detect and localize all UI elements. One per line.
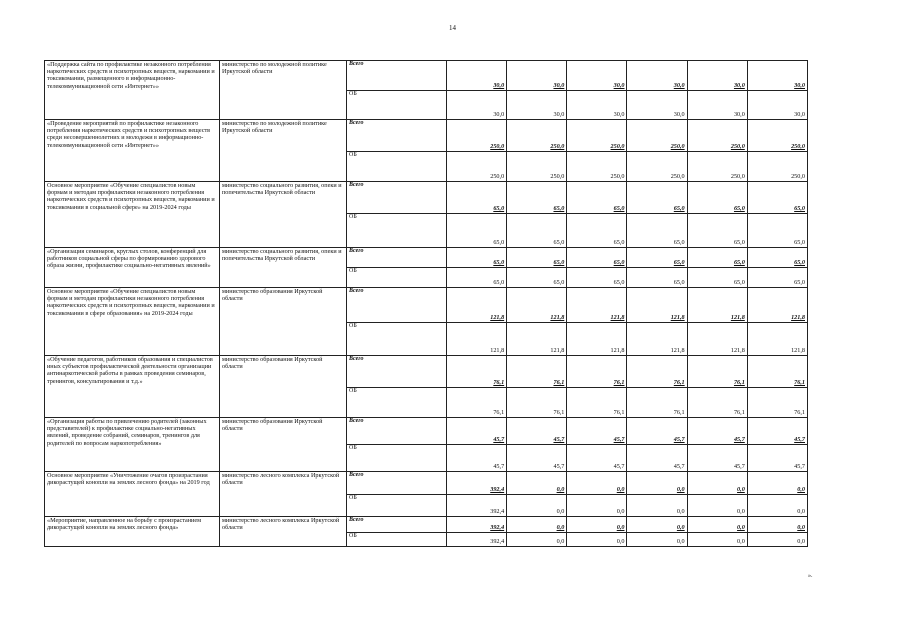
page-number: 14 (449, 24, 456, 32)
table-row (45, 248, 808, 268)
total-value-year-5: 0,0 (687, 517, 747, 533)
table-row (45, 418, 808, 445)
ob-value-year-1: 65,0 (447, 214, 507, 248)
executor-name: министерство лесного комплекса Иркутской области (220, 472, 347, 517)
executor-name: министерство образования Иркутской области (220, 288, 347, 356)
total-value-year-6: 65,0 (747, 182, 807, 214)
ob-value-year-3: 45,7 (567, 445, 627, 472)
total-value-year-6: 65,0 (747, 248, 807, 268)
total-value-year-4: 121,8 (627, 288, 687, 323)
ob-value-year-4: 0,0 (627, 533, 687, 547)
activity-name: «Проведение мероприятий по профилактике незаконного потребления наркотических средств и психотропных веществ среди несовершеннолетних и молодежи в информационно-телекоммуникационной сети «Интернет»» (45, 120, 220, 182)
total-value-year-5: 30,0 (687, 61, 747, 91)
total-value-year-1: 30,0 (447, 61, 507, 91)
total-value-year-1: 250,0 (447, 120, 507, 152)
activity-name: Основное мероприятие «Обучение специалистов новым формам и методам профилактики незаконного потребления наркотических средств и психотропных веществ, наркомании и токсикомании в сфере образования» на 2019-2024 годы (45, 288, 220, 356)
total-value-year-2: 45,7 (507, 418, 567, 445)
executor-name: министерство социального развития, опеки и попечительства Иркутской области (220, 182, 347, 248)
closing-quote-mark: ». (808, 573, 813, 579)
total-value-year-1: 121,8 (447, 288, 507, 323)
total-value-year-5: 0,0 (687, 472, 747, 495)
total-value-year-6: 76,1 (747, 356, 807, 388)
table-row (45, 517, 808, 533)
total-value-year-3: 121,8 (567, 288, 627, 323)
total-value-year-5: 121,8 (687, 288, 747, 323)
executor-name: министерство образования Иркутской области (220, 356, 347, 418)
funding-label-ob: ОБ (347, 388, 447, 418)
executor-name: министерство лесного комплекса Иркутской области (220, 517, 347, 547)
funding-label-total: Всего (347, 418, 447, 445)
total-value-year-6: 0,0 (747, 517, 807, 533)
ob-value-year-4: 30,0 (627, 91, 687, 120)
funding-label-ob: ОБ (347, 91, 447, 120)
ob-value-year-6: 45,7 (747, 445, 807, 472)
table-body (45, 61, 808, 547)
table-row (45, 61, 808, 91)
total-value-year-4: 0,0 (627, 517, 687, 533)
activity-name: «Организация работы по привлечению родителей (законных представителей) к профилактике социально-негативных явлений, проведение собраний, семинаров, тренингов для родителей по вопросам наркопотребления» (45, 418, 220, 472)
ob-value-year-1: 250,0 (447, 152, 507, 182)
table-row (45, 472, 808, 495)
table-row (45, 120, 808, 152)
funding-label-total: Всего (347, 472, 447, 495)
funding-label-total: Всего (347, 517, 447, 533)
activity-name: «Организация семинаров, круглых столов, конференций для работников социальной сферы по формированию здорового образа жизни, профилактике социально-негативных явлений» (45, 248, 220, 288)
funding-label-ob: ОБ (347, 533, 447, 547)
budget-table (44, 60, 808, 547)
total-value-year-4: 30,0 (627, 61, 687, 91)
total-value-year-2: 30,0 (507, 61, 567, 91)
total-value-year-1: 392,4 (447, 517, 507, 533)
total-value-year-1: 45,7 (447, 418, 507, 445)
total-value-year-3: 45,7 (567, 418, 627, 445)
ob-value-year-5: 45,7 (687, 445, 747, 472)
ob-value-year-4: 45,7 (627, 445, 687, 472)
total-value-year-6: 45,7 (747, 418, 807, 445)
ob-value-year-2: 250,0 (507, 152, 567, 182)
executor-name: министерство по молодежной политике Иркутской области (220, 120, 347, 182)
total-value-year-4: 65,0 (627, 182, 687, 214)
total-value-year-3: 30,0 (567, 61, 627, 91)
total-value-year-4: 0,0 (627, 472, 687, 495)
total-value-year-5: 65,0 (687, 182, 747, 214)
total-value-year-2: 250,0 (507, 120, 567, 152)
ob-value-year-2: 76,1 (507, 388, 567, 418)
ob-value-year-5: 0,0 (687, 533, 747, 547)
funding-label-ob: ОБ (347, 214, 447, 248)
funding-label-ob: ОБ (347, 323, 447, 356)
total-value-year-3: 76,1 (567, 356, 627, 388)
total-value-year-4: 45,7 (627, 418, 687, 445)
ob-value-year-2: 45,7 (507, 445, 567, 472)
ob-value-year-5: 0,0 (687, 495, 747, 517)
total-value-year-6: 30,0 (747, 61, 807, 91)
ob-value-year-2: 65,0 (507, 268, 567, 288)
funding-label-total: Всего (347, 61, 447, 91)
total-value-year-4: 65,0 (627, 248, 687, 268)
ob-value-year-4: 0,0 (627, 495, 687, 517)
ob-value-year-1: 392,4 (447, 533, 507, 547)
ob-value-year-3: 0,0 (567, 533, 627, 547)
ob-value-year-6: 30,0 (747, 91, 807, 120)
ob-value-year-1: 392,4 (447, 495, 507, 517)
total-value-year-3: 0,0 (567, 472, 627, 495)
total-value-year-5: 250,0 (687, 120, 747, 152)
funding-label-total: Всего (347, 356, 447, 388)
total-value-year-6: 250,0 (747, 120, 807, 152)
ob-value-year-3: 0,0 (567, 495, 627, 517)
total-value-year-3: 250,0 (567, 120, 627, 152)
total-value-year-2: 0,0 (507, 517, 567, 533)
ob-value-year-4: 65,0 (627, 268, 687, 288)
ob-value-year-5: 65,0 (687, 268, 747, 288)
ob-value-year-2: 65,0 (507, 214, 567, 248)
total-value-year-1: 392,4 (447, 472, 507, 495)
ob-value-year-3: 76,1 (567, 388, 627, 418)
ob-value-year-6: 0,0 (747, 495, 807, 517)
ob-value-year-6: 0,0 (747, 533, 807, 547)
ob-value-year-5: 30,0 (687, 91, 747, 120)
ob-value-year-6: 250,0 (747, 152, 807, 182)
total-value-year-5: 65,0 (687, 248, 747, 268)
activity-name: Основное мероприятие «Уничтожение очагов произрастания дикорастущей конопли на землях лесного фонда» на 2019 год (45, 472, 220, 517)
ob-value-year-2: 30,0 (507, 91, 567, 120)
ob-value-year-4: 76,1 (627, 388, 687, 418)
activity-name: Основное мероприятие «Обучение специалистов новым формам и методам профилактики незаконного потребления наркотических средств и психотропных веществ, наркомании и токсикомании в социальной сфере» на 2019-2024 годы (45, 182, 220, 248)
total-value-year-3: 65,0 (567, 182, 627, 214)
funding-label-ob: ОБ (347, 495, 447, 517)
ob-value-year-1: 30,0 (447, 91, 507, 120)
ob-value-year-1: 76,1 (447, 388, 507, 418)
funding-label-ob: ОБ (347, 152, 447, 182)
total-value-year-2: 76,1 (507, 356, 567, 388)
total-value-year-1: 65,0 (447, 248, 507, 268)
ob-value-year-1: 65,0 (447, 268, 507, 288)
total-value-year-2: 65,0 (507, 182, 567, 214)
total-value-year-2: 121,8 (507, 288, 567, 323)
ob-value-year-3: 65,0 (567, 214, 627, 248)
executor-name: министерство образования Иркутской области (220, 418, 347, 472)
funding-label-ob: ОБ (347, 445, 447, 472)
ob-value-year-6: 65,0 (747, 214, 807, 248)
funding-label-ob: ОБ (347, 268, 447, 288)
ob-value-year-3: 121,8 (567, 323, 627, 356)
table-row (45, 288, 808, 323)
ob-value-year-3: 250,0 (567, 152, 627, 182)
total-value-year-2: 65,0 (507, 248, 567, 268)
total-value-year-5: 76,1 (687, 356, 747, 388)
total-value-year-3: 65,0 (567, 248, 627, 268)
funding-label-total: Всего (347, 288, 447, 323)
total-value-year-4: 250,0 (627, 120, 687, 152)
ob-value-year-3: 30,0 (567, 91, 627, 120)
ob-value-year-6: 121,8 (747, 323, 807, 356)
ob-value-year-2: 0,0 (507, 495, 567, 517)
activity-name: «Мероприятие, направленное на борьбу с произрастанием дикорастущей конопли на землях лесного фонда» (45, 517, 220, 547)
total-value-year-1: 76,1 (447, 356, 507, 388)
ob-value-year-1: 45,7 (447, 445, 507, 472)
ob-value-year-2: 0,0 (507, 533, 567, 547)
activity-name: «Обучение педагогов, работников образования и специалистов иных субъектов профилактической деятельности организации антинаркотической работы в рамках проведения семинаров, тренингов, консультирования и т.д.» (45, 356, 220, 418)
funding-label-total: Всего (347, 182, 447, 214)
funding-label-total: Всего (347, 120, 447, 152)
ob-value-year-2: 121,8 (507, 323, 567, 356)
total-value-year-3: 0,0 (567, 517, 627, 533)
total-value-year-4: 76,1 (627, 356, 687, 388)
ob-value-year-6: 65,0 (747, 268, 807, 288)
ob-value-year-5: 76,1 (687, 388, 747, 418)
ob-value-year-4: 121,8 (627, 323, 687, 356)
table-row (45, 182, 808, 214)
ob-value-year-3: 65,0 (567, 268, 627, 288)
activity-name: «Поддержка сайта по профилактике незаконного потребления наркотических средств и психотропных веществ, наркомании и токсикомании, размещенного в информационно-телекоммуникационной сети «Интернет»» (45, 61, 220, 120)
total-value-year-2: 0,0 (507, 472, 567, 495)
total-value-year-5: 45,7 (687, 418, 747, 445)
total-value-year-6: 0,0 (747, 472, 807, 495)
executor-name: министерство социального развития, опеки и попечительства Иркутской области (220, 248, 347, 288)
total-value-year-6: 121,8 (747, 288, 807, 323)
total-value-year-1: 65,0 (447, 182, 507, 214)
table-row (45, 356, 808, 388)
ob-value-year-5: 121,8 (687, 323, 747, 356)
ob-value-year-5: 65,0 (687, 214, 747, 248)
ob-value-year-1: 121,8 (447, 323, 507, 356)
ob-value-year-5: 250,0 (687, 152, 747, 182)
funding-label-total: Всего (347, 248, 447, 268)
ob-value-year-4: 65,0 (627, 214, 687, 248)
ob-value-year-4: 250,0 (627, 152, 687, 182)
ob-value-year-6: 76,1 (747, 388, 807, 418)
executor-name: министерство по молодежной политике Иркутской области (220, 61, 347, 120)
